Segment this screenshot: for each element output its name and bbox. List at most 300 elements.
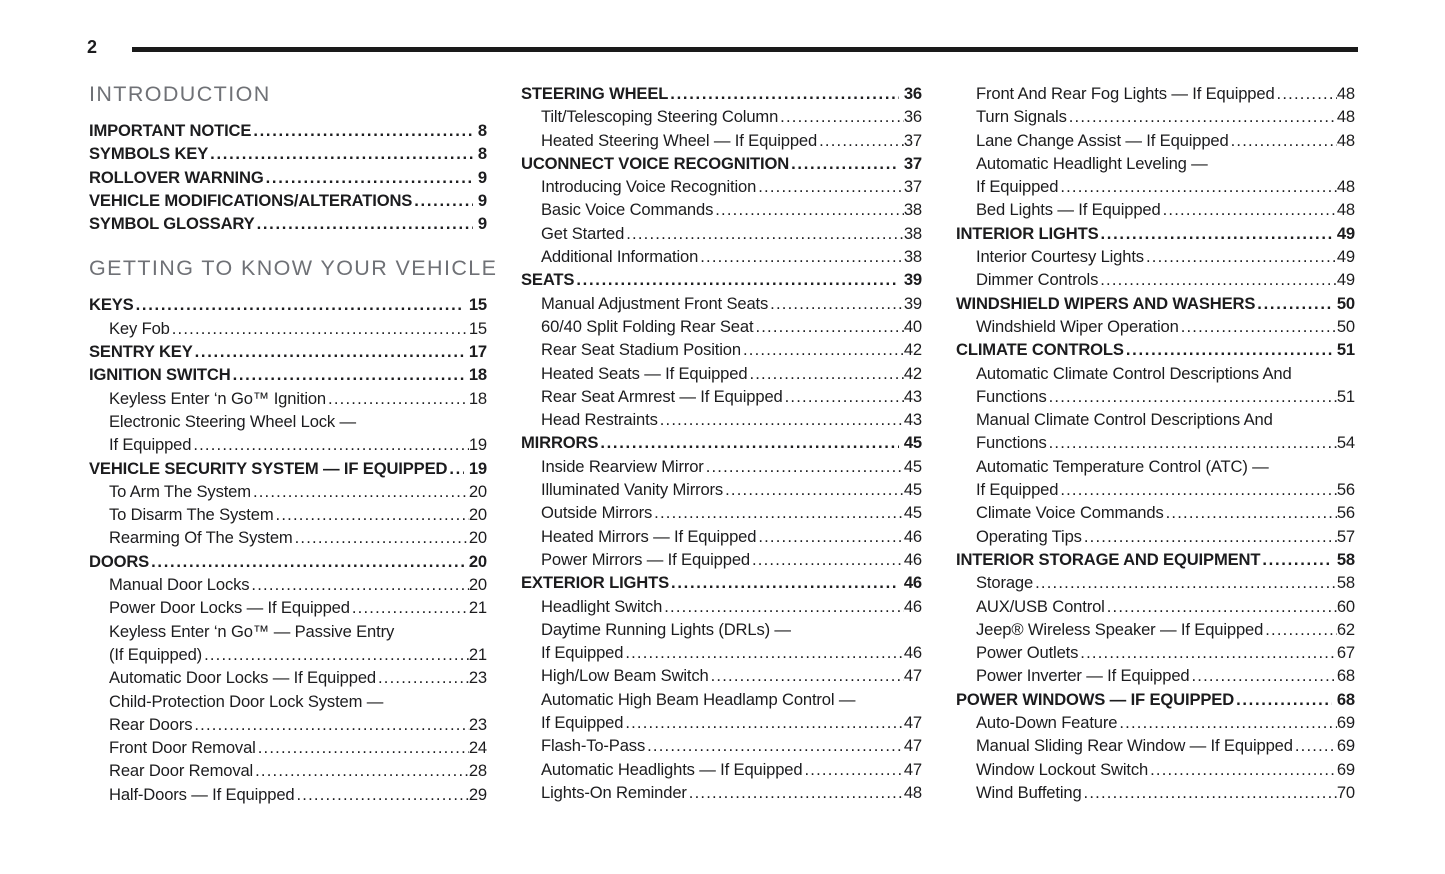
dot-leader xyxy=(255,759,469,782)
toc-entry xyxy=(89,550,487,573)
dot-leader xyxy=(251,573,468,596)
toc-entry-label: Keyless Enter ‘n Go™ Ignition xyxy=(109,388,327,408)
dot-leader xyxy=(193,433,469,456)
toc-entry-label: VEHICLE MODIFICATIONS/ALTERATIONS xyxy=(89,190,413,210)
dot-leader xyxy=(172,317,469,340)
dot-leader xyxy=(1163,198,1337,221)
toc-entry-page: 20 xyxy=(468,528,487,548)
toc-entry-label: Key Fob xyxy=(109,318,170,338)
dot-leader xyxy=(785,385,904,408)
toc-entry-label: 60/40 Split Folding Rear Seat xyxy=(541,316,754,336)
toc-entry-page: 21 xyxy=(468,598,487,618)
toc-entry-page: 46 xyxy=(903,573,922,593)
toc-entry xyxy=(521,664,922,687)
toc-columns xyxy=(89,82,1355,806)
toc-entry xyxy=(956,105,1355,128)
toc-entry-label: Outside Mirrors xyxy=(541,503,653,523)
toc-entry xyxy=(956,292,1355,315)
toc-entry-label: Dimmer Controls xyxy=(976,270,1099,290)
toc-entry-page: 20 xyxy=(468,505,487,525)
toc-entry xyxy=(89,387,487,410)
toc-entry xyxy=(521,711,922,734)
toc-entry-label: If Equipped xyxy=(976,177,1059,197)
dot-leader xyxy=(664,595,904,618)
toc-entry-page: 48 xyxy=(1336,130,1355,150)
dot-leader xyxy=(258,736,469,759)
toc-entry xyxy=(521,315,922,338)
toc-entry xyxy=(89,620,487,643)
toc-entry-page: 19 xyxy=(468,458,487,478)
toc-entry xyxy=(956,175,1355,198)
toc-entry-page: 47 xyxy=(903,736,922,756)
toc-entry-label: Power Outlets xyxy=(976,643,1079,663)
toc-entry xyxy=(956,245,1355,268)
toc-entry-page: 48 xyxy=(903,782,922,802)
dot-leader xyxy=(1257,292,1332,315)
toc-entry-page: 48 xyxy=(1336,200,1355,220)
section-heading: GETTING TO KNOW YOUR VEHICLE xyxy=(89,256,498,281)
toc-entry-label: Window Lockout Switch xyxy=(976,759,1149,779)
toc-entry-page: 50 xyxy=(1336,293,1355,313)
dot-leader xyxy=(414,189,473,212)
toc-entry-label: Automatic Headlight Leveling — xyxy=(976,153,1208,173)
toc-entry-page: 36 xyxy=(903,84,922,103)
toc-entry-page: 46 xyxy=(903,643,922,663)
toc-entry-label: POWER WINDOWS — IF EQUIPPED xyxy=(956,689,1235,709)
toc-entry-label: Manual Adjustment Front Seats xyxy=(541,293,769,313)
toc-entry-page: 20 xyxy=(468,575,487,595)
toc-entry-label: (If Equipped) xyxy=(109,644,203,664)
toc-entry-label: Automatic High Beam Headlamp Control — xyxy=(541,689,856,709)
toc-entry-page: 56 xyxy=(1336,480,1355,500)
toc-entry-label: If Equipped xyxy=(541,713,624,733)
dot-leader xyxy=(625,711,904,734)
toc-entry xyxy=(89,503,487,526)
toc-entry-label: Automatic Door Locks — If Equipped xyxy=(109,668,376,688)
toc-entry-label: IMPORTANT NOTICE xyxy=(89,121,252,140)
toc-entry-label: Flash-To-Pass xyxy=(541,736,646,756)
toc-entry-page: 38 xyxy=(903,200,922,220)
toc-entry-page: 68 xyxy=(1336,689,1355,709)
toc-entry xyxy=(521,245,922,268)
toc-entry-label: Manual Sliding Rear Window — If Equipped xyxy=(976,736,1293,756)
toc-entry xyxy=(956,431,1355,454)
toc-entry-page: 47 xyxy=(903,759,922,779)
toc-entry-page: 39 xyxy=(903,270,922,290)
toc-entry-label: Rearming Of The System xyxy=(109,528,293,548)
toc-entry-page: 43 xyxy=(903,410,922,430)
dot-leader xyxy=(671,571,899,594)
toc-entry-label: Tilt/Telescoping Steering Column xyxy=(541,107,779,127)
dot-leader xyxy=(1080,641,1337,664)
toc-entry-page: 37 xyxy=(903,153,922,173)
toc-entry-page: 8 xyxy=(477,144,487,164)
toc-entry-page: 47 xyxy=(903,666,922,686)
dot-leader xyxy=(257,212,473,235)
toc-entry xyxy=(89,317,487,340)
dot-leader xyxy=(689,781,904,804)
toc-entry-label: To Arm The System xyxy=(109,481,251,501)
toc-entry-page: 9 xyxy=(477,214,487,234)
toc-entry xyxy=(956,641,1355,664)
page-number: 2 xyxy=(87,37,98,57)
toc-entry-page: 42 xyxy=(903,340,922,360)
toc-entry xyxy=(956,734,1355,757)
dot-leader xyxy=(1126,338,1332,361)
toc-entry-page: 21 xyxy=(468,644,487,664)
dot-leader xyxy=(1150,758,1337,781)
toc-entry-label: CLIMATE CONTROLS xyxy=(956,340,1124,360)
toc-entry-page: 49 xyxy=(1336,223,1355,243)
toc-entry-label: WINDSHIELD WIPERS AND WASHERS xyxy=(956,293,1256,313)
toc-entry-label: Turn Signals xyxy=(976,107,1067,127)
toc-entry-label: Basic Voice Commands xyxy=(541,200,714,220)
toc-entry-label: DOORS xyxy=(89,551,150,571)
dot-leader xyxy=(647,734,904,757)
toc-entry xyxy=(521,525,922,548)
toc-entry-label: If Equipped xyxy=(109,435,192,455)
toc-entry xyxy=(521,688,922,711)
toc-entry xyxy=(956,664,1355,687)
dot-leader xyxy=(1100,268,1337,291)
toc-entry xyxy=(521,641,922,664)
dot-leader xyxy=(755,315,903,338)
toc-entry xyxy=(956,618,1355,641)
toc-entry xyxy=(521,152,922,175)
toc-entry-label: Additional Information xyxy=(541,247,699,267)
toc-entry xyxy=(521,408,922,431)
toc-entry xyxy=(956,595,1355,618)
toc-entry-label: Child-Protection Door Lock System — xyxy=(109,691,384,711)
toc-entry-label: Inside Rearview Mirror xyxy=(541,456,704,476)
toc-entry xyxy=(521,105,922,128)
dot-leader xyxy=(204,643,469,666)
toc-entry xyxy=(956,501,1355,524)
dot-leader xyxy=(1049,431,1337,454)
toc-entry xyxy=(521,781,922,804)
dot-leader xyxy=(195,340,464,363)
toc-column xyxy=(89,82,498,806)
toc-entry xyxy=(89,433,487,456)
toc-entry-label: EXTERIOR LIGHTS xyxy=(521,573,670,593)
toc-entry xyxy=(521,175,922,198)
toc-entry xyxy=(521,455,922,478)
toc-entry-page: 9 xyxy=(477,167,487,187)
toc-entry-label: Jeep® Wireless Speaker — If Equipped xyxy=(976,619,1264,639)
dot-leader xyxy=(819,129,904,152)
dot-leader xyxy=(352,596,469,619)
toc-entry-page: 43 xyxy=(903,386,922,406)
toc-entry xyxy=(89,713,487,736)
toc-entry-label: IGNITION SWITCH xyxy=(89,365,231,385)
toc-entry-page: 46 xyxy=(903,596,922,616)
toc-entry xyxy=(956,455,1355,478)
dot-leader xyxy=(1231,129,1337,152)
toc-entry-page: 51 xyxy=(1336,386,1355,406)
dot-leader xyxy=(749,362,903,385)
dot-leader xyxy=(1084,781,1337,804)
toc-entry-label: Introducing Voice Recognition xyxy=(541,177,757,197)
toc-entry xyxy=(521,198,922,221)
toc-entry xyxy=(89,457,487,480)
toc-entry-label: Automatic Climate Control Descriptions And xyxy=(976,363,1292,383)
toc-entry-page: 70 xyxy=(1336,782,1355,802)
toc-entry-page: 45 xyxy=(903,480,922,500)
toc-entry xyxy=(89,666,487,689)
toc-entry-label: SEATS xyxy=(521,270,575,290)
toc-entry xyxy=(89,340,487,363)
toc-entry xyxy=(89,573,487,596)
toc-entry-page: 17 xyxy=(468,342,487,362)
toc-entry-label: Automatic Temperature Control (ATC) — xyxy=(976,456,1269,476)
toc-entry-label: Storage xyxy=(976,573,1034,593)
toc-entry-label: Windshield Wiper Operation xyxy=(976,316,1179,336)
toc-entry xyxy=(89,643,487,666)
toc-entry-page: 23 xyxy=(468,668,487,688)
toc-entry-label: Interior Courtesy Lights xyxy=(976,247,1144,267)
toc-entry-label: Manual Door Locks xyxy=(109,575,250,595)
toc-entry xyxy=(521,129,922,152)
toc-entry xyxy=(521,478,922,501)
dot-leader xyxy=(1084,525,1337,548)
toc-entry-page: 69 xyxy=(1336,736,1355,756)
toc-entry-page: 40 xyxy=(903,316,922,336)
toc-entry xyxy=(89,526,487,549)
toc-entry-page: 69 xyxy=(1336,759,1355,779)
dot-leader xyxy=(266,166,473,189)
toc-entry-label: High/Low Beam Switch xyxy=(541,666,709,686)
toc-entry-label: Rear Door Removal xyxy=(109,761,254,781)
dot-leader xyxy=(276,503,469,526)
toc-entry-page: 42 xyxy=(903,363,922,383)
toc-entry xyxy=(89,410,487,433)
toc-entry-page: 69 xyxy=(1336,713,1355,733)
dot-leader xyxy=(1146,245,1337,268)
toc-entry-label: SYMBOL GLOSSARY xyxy=(89,214,255,234)
dot-leader xyxy=(670,82,899,105)
toc-entry xyxy=(89,363,487,386)
dot-leader xyxy=(1049,385,1337,408)
toc-entry-page: 48 xyxy=(1336,177,1355,197)
toc-entry xyxy=(89,119,487,142)
toc-entry-page: 38 xyxy=(903,223,922,243)
dot-leader xyxy=(626,222,904,245)
toc-entry-label: To Disarm The System xyxy=(109,505,274,525)
toc-entry-label: Head Restraints xyxy=(541,410,658,430)
toc-entry-page: 19 xyxy=(468,435,487,455)
toc-entry xyxy=(521,82,922,105)
toc-entry-label: Power Mirrors — If Equipped xyxy=(541,549,750,569)
toc-entry xyxy=(521,618,922,641)
toc-entry xyxy=(89,596,487,619)
toc-entry-label: Bed Lights — If Equipped xyxy=(976,200,1161,220)
dot-leader xyxy=(758,525,904,548)
toc-entry xyxy=(956,129,1355,152)
toc-entry-label: If Equipped xyxy=(541,643,624,663)
dot-leader xyxy=(660,408,904,431)
dot-leader xyxy=(151,550,464,573)
toc-entry-page: 45 xyxy=(903,433,922,453)
toc-entry-label: SYMBOLS KEY xyxy=(89,144,209,164)
dot-leader xyxy=(758,175,904,198)
toc-entry xyxy=(89,783,487,806)
toc-entry-label: Functions xyxy=(976,433,1047,453)
dot-leader xyxy=(654,501,904,524)
toc-entry-page: 46 xyxy=(903,549,922,569)
toc-entry xyxy=(521,758,922,781)
dot-leader xyxy=(1069,105,1337,128)
toc-column xyxy=(521,82,922,806)
section-heading: INTRODUCTION xyxy=(89,82,271,106)
toc-entry xyxy=(956,781,1355,804)
toc-entry-label: Power Inverter — If Equipped xyxy=(976,666,1190,686)
toc-entry xyxy=(956,268,1355,291)
toc-entry xyxy=(89,212,487,235)
toc-entry-label: Automatic Headlights — If Equipped xyxy=(541,759,803,779)
toc-entry-label: Rear Seat Armrest — If Equipped xyxy=(541,386,783,406)
toc-entry xyxy=(956,478,1355,501)
toc-entry-page: 20 xyxy=(468,551,487,571)
toc-entry-label: Rear Doors xyxy=(109,714,193,734)
toc-entry-label: Heated Seats — If Equipped xyxy=(541,363,748,383)
dot-leader xyxy=(752,548,904,571)
dot-leader xyxy=(1262,548,1331,571)
toc-entry-label: Front Door Removal xyxy=(109,738,256,758)
toc-entry-label: Get Started xyxy=(541,223,625,243)
toc-entry-page: 37 xyxy=(903,130,922,150)
toc-entry-label: UCONNECT VOICE RECOGNITION xyxy=(521,153,790,173)
dot-leader xyxy=(576,268,898,291)
toc-entry xyxy=(521,431,922,454)
toc-entry-page: 9 xyxy=(477,190,487,210)
toc-entry-label: AUX/USB Control xyxy=(976,596,1105,616)
toc-entry xyxy=(521,734,922,757)
toc-entry-label: MIRRORS xyxy=(521,433,599,453)
toc-entry-label: Wind Buffeting xyxy=(976,782,1082,802)
dot-leader xyxy=(715,198,904,221)
toc-entry-page: 57 xyxy=(1336,526,1355,546)
dot-leader xyxy=(1181,315,1337,338)
toc-entry xyxy=(521,385,922,408)
dot-leader xyxy=(253,480,469,503)
toc-entry-label: Front And Rear Fog Lights — If Equipped xyxy=(976,84,1275,103)
dot-leader xyxy=(625,641,904,664)
dot-leader xyxy=(233,363,464,386)
toc-entry-page: 36 xyxy=(903,107,922,127)
toc-entry-page: 8 xyxy=(477,121,487,140)
dot-leader xyxy=(194,713,468,736)
dot-leader xyxy=(1060,478,1337,501)
dot-leader xyxy=(780,105,904,128)
toc-entry xyxy=(956,688,1355,711)
dot-leader xyxy=(1277,82,1337,105)
toc-entry-label: KEYS xyxy=(89,295,134,315)
toc-entry xyxy=(956,525,1355,548)
toc-entry xyxy=(956,82,1355,105)
toc-entry-label: Daytime Running Lights (DRLs) — xyxy=(541,619,791,639)
toc-entry-label: INTERIOR LIGHTS xyxy=(956,223,1099,243)
dot-leader xyxy=(804,758,903,781)
toc-entry-page: 45 xyxy=(903,456,922,476)
dot-leader xyxy=(296,783,468,806)
toc-entry xyxy=(89,480,487,503)
dot-leader xyxy=(600,431,899,454)
toc-entry-page: 50 xyxy=(1336,316,1355,336)
dot-leader xyxy=(711,664,904,687)
toc-entry-page: 58 xyxy=(1336,549,1355,569)
toc-entry-page: 54 xyxy=(1336,433,1355,453)
dot-leader xyxy=(328,387,469,410)
toc-entry-label: VEHICLE SECURITY SYSTEM — IF EQUIPPED xyxy=(89,458,448,478)
toc-entry xyxy=(89,759,487,782)
toc-entry-page: 37 xyxy=(903,177,922,197)
toc-entry-page: 62 xyxy=(1336,619,1355,639)
toc-entry-page: 24 xyxy=(468,738,487,758)
toc-entry-page: 38 xyxy=(903,247,922,267)
toc-entry xyxy=(521,338,922,361)
toc-entry xyxy=(89,189,487,212)
toc-entry xyxy=(521,501,922,524)
toc-entry xyxy=(89,142,487,165)
dot-leader xyxy=(295,526,469,549)
dot-leader xyxy=(136,293,464,316)
toc-entry-label: Half-Doors — If Equipped xyxy=(109,784,295,804)
toc-entry-page: 48 xyxy=(1336,84,1355,103)
toc-column xyxy=(956,82,1355,806)
toc-entry-label: SENTRY KEY xyxy=(89,342,193,362)
toc-entry xyxy=(956,385,1355,408)
toc-entry xyxy=(89,166,487,189)
toc-entry xyxy=(956,758,1355,781)
toc-entry-label: Lights-On Reminder xyxy=(541,782,687,802)
dot-leader xyxy=(770,292,904,315)
toc-entry-label: Illuminated Vanity Mirrors xyxy=(541,480,724,500)
toc-entry-label: Keyless Enter ‘n Go™ — Passive Entry xyxy=(109,621,395,641)
dot-leader xyxy=(1265,618,1337,641)
toc-entry-page: 20 xyxy=(468,481,487,501)
dot-leader xyxy=(1035,571,1337,594)
toc-entry-label: Headlight Switch xyxy=(541,596,663,616)
toc-entry-page: 45 xyxy=(903,503,922,523)
toc-entry xyxy=(956,571,1355,594)
dot-leader xyxy=(743,338,904,361)
dot-leader xyxy=(1119,711,1336,734)
toc-entry xyxy=(521,222,922,245)
toc-entry-page: 23 xyxy=(468,714,487,734)
toc-entry xyxy=(521,548,922,571)
toc-entry xyxy=(89,690,487,713)
toc-entry-label: Manual Climate Control Descriptions And xyxy=(976,410,1273,430)
toc-entry-label: Heated Mirrors — If Equipped xyxy=(541,526,757,546)
toc-entry-label: Heated Steering Wheel — If Equipped xyxy=(541,130,818,150)
dot-leader xyxy=(700,245,904,268)
toc-entry xyxy=(521,292,922,315)
dot-leader xyxy=(1060,175,1337,198)
toc-entry xyxy=(89,736,487,759)
dot-leader xyxy=(210,142,473,165)
toc-entry-page: 18 xyxy=(468,388,487,408)
toc-entry xyxy=(956,152,1355,175)
header-rule xyxy=(132,47,1358,52)
toc-entry-page: 47 xyxy=(903,713,922,733)
dot-leader xyxy=(1295,734,1337,757)
dot-leader xyxy=(1236,688,1332,711)
dot-leader xyxy=(791,152,899,175)
toc-entry xyxy=(956,711,1355,734)
toc-entry-page: 49 xyxy=(1336,247,1355,267)
toc-entry-page: 51 xyxy=(1336,340,1355,360)
dot-leader xyxy=(1100,222,1331,245)
